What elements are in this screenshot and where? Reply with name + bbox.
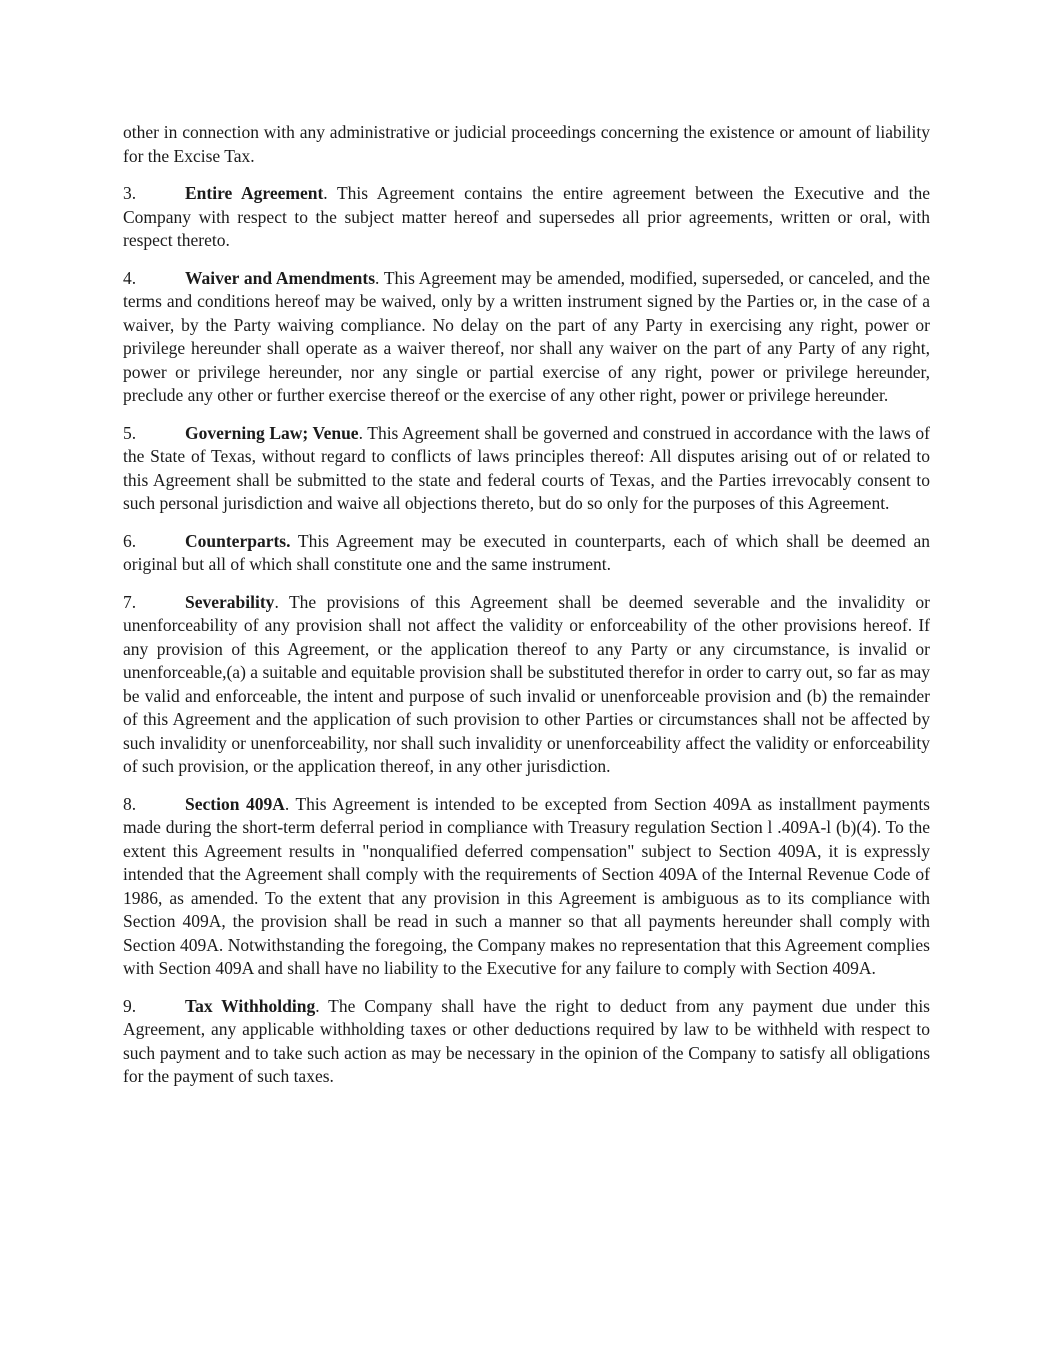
section-entire-agreement <box>123 182 930 253</box>
section-heading: Severability <box>185 591 275 612</box>
document-content <box>123 121 930 1089</box>
section-heading: Tax Withholding <box>185 995 316 1016</box>
section-body: . This Agreement shall be governed and construed in accordance with the laws of the State of Texas, without regard to conflicts of laws principles thereof: All disputes arising out of or related to this Agreement shall be submitted to the state and federal courts of Texas, and the Parties irrevocably consent to such personal jurisdiction and waive all objections thereto, but do so only for the purposes of this Agreement. <box>123 422 931 513</box>
section-heading: Governing Law; Venue <box>185 422 359 443</box>
section-tax-withholding <box>123 995 930 1089</box>
section-severability <box>123 591 930 779</box>
section-number: 5. <box>123 422 137 443</box>
section-body: . The Company shall have the right to deduct from any payment due under this Agreement, any applicable withholding taxes or other deductions required by law to be withheld with respect to such payment and to take such action as may be necessary in the opinion of the Company to satisfy all obligations for the payment of such taxes. <box>123 995 930 1086</box>
section-number: 6. <box>123 530 137 551</box>
section-heading: Counterparts. <box>185 530 291 551</box>
section-body: This Agreement may be executed in counterparts, each of which shall be deemed an original but all of which shall constitute one and the same instrument. <box>123 530 930 574</box>
section-409a <box>123 793 930 981</box>
section-waiver-and-amendments <box>123 267 930 408</box>
section-body: . This Agreement contains the entire agreement between the Executive and the Company with respect to the subject matter hereof and supersedes all prior agreements, written or oral, with respect thereto. <box>123 183 930 250</box>
section-number: 4. <box>123 267 137 288</box>
section-number: 9. <box>123 995 137 1016</box>
section-counterparts <box>123 530 930 577</box>
section-body: . This Agreement is intended to be excepted from Section 409A as installment payments made during the short-term deferral period in compliance with Treasury regulation Section l .409A-l (b)(4). To the extent this Agreement results in "nonqualified deferred compensation" subject to Section 409A, it is expressly intended that the Agreement shall comply with the requirements of Section 409A of the Internal Revenue Code of 1986, as amended. To the extent that any provision in this Agreement is ambiguous as to its compliance with Section 409A, the provision shall be read in such a manner so that all payments hereunder shall comply with Section 409A. Notwithstanding the foregoing, the Company makes no representation that this Agreement complies with Section 409A and shall have no liability to the Executive for any failure to comply with Section 409A. <box>123 793 930 978</box>
section-number: 8. <box>123 793 137 814</box>
section-number: 3. <box>123 183 137 203</box>
intro-text: other in connection with any administrative or judicial proceedings concerning the existence or amount of liability for the Excise Tax. <box>123 122 930 166</box>
section-number: 7. <box>123 591 137 612</box>
section-governing-law-venue <box>123 422 930 516</box>
section-heading: Section 409A <box>185 793 285 814</box>
intro-paragraph <box>123 121 930 168</box>
section-heading: Waiver and Amendments <box>185 267 376 288</box>
section-body: . This Agreement may be amended, modified, superseded, or canceled, and the terms and conditions hereof may be waived, only by a written instrument signed by the Parties or, in the case of a waiver, by the Party waiving compliance. No delay on the part of any Party in exercising any right, power or privilege hereunder shall operate as a waiver thereof, nor shall any waiver on the part of any Party of any right, power or privilege hereunder, nor any single or partial exercise of any right, power or privilege hereunder, preclude any other or further exercise thereof or the exercise of any other right, power or privilege hereunder. <box>123 267 930 405</box>
section-body: . The provisions of this Agreement shall be deemed severable and the invalidity or unenforceability of any provision shall not affect the validity or enforceability of the other provisions hereof. If any provision of this Agreement, or the application thereof to any Party or any circumstance, is invalid or unenforceable,(a) a suitable and equitable provision shall be substituted therefor in order to carry out, so far as may be valid and enforceable, the intent and purpose of such invalid or unenforceable provision and (b) the remainder of this Agreement and the application of such provision to other Parties or circumstances shall not be affected by such invalidity or unenforceability, nor shall such invalidity or unenforceability affect the validity or enforceability of such provision, or the application thereof, in any other jurisdiction. <box>123 591 930 776</box>
section-heading: Entire Agreement <box>185 183 324 203</box>
